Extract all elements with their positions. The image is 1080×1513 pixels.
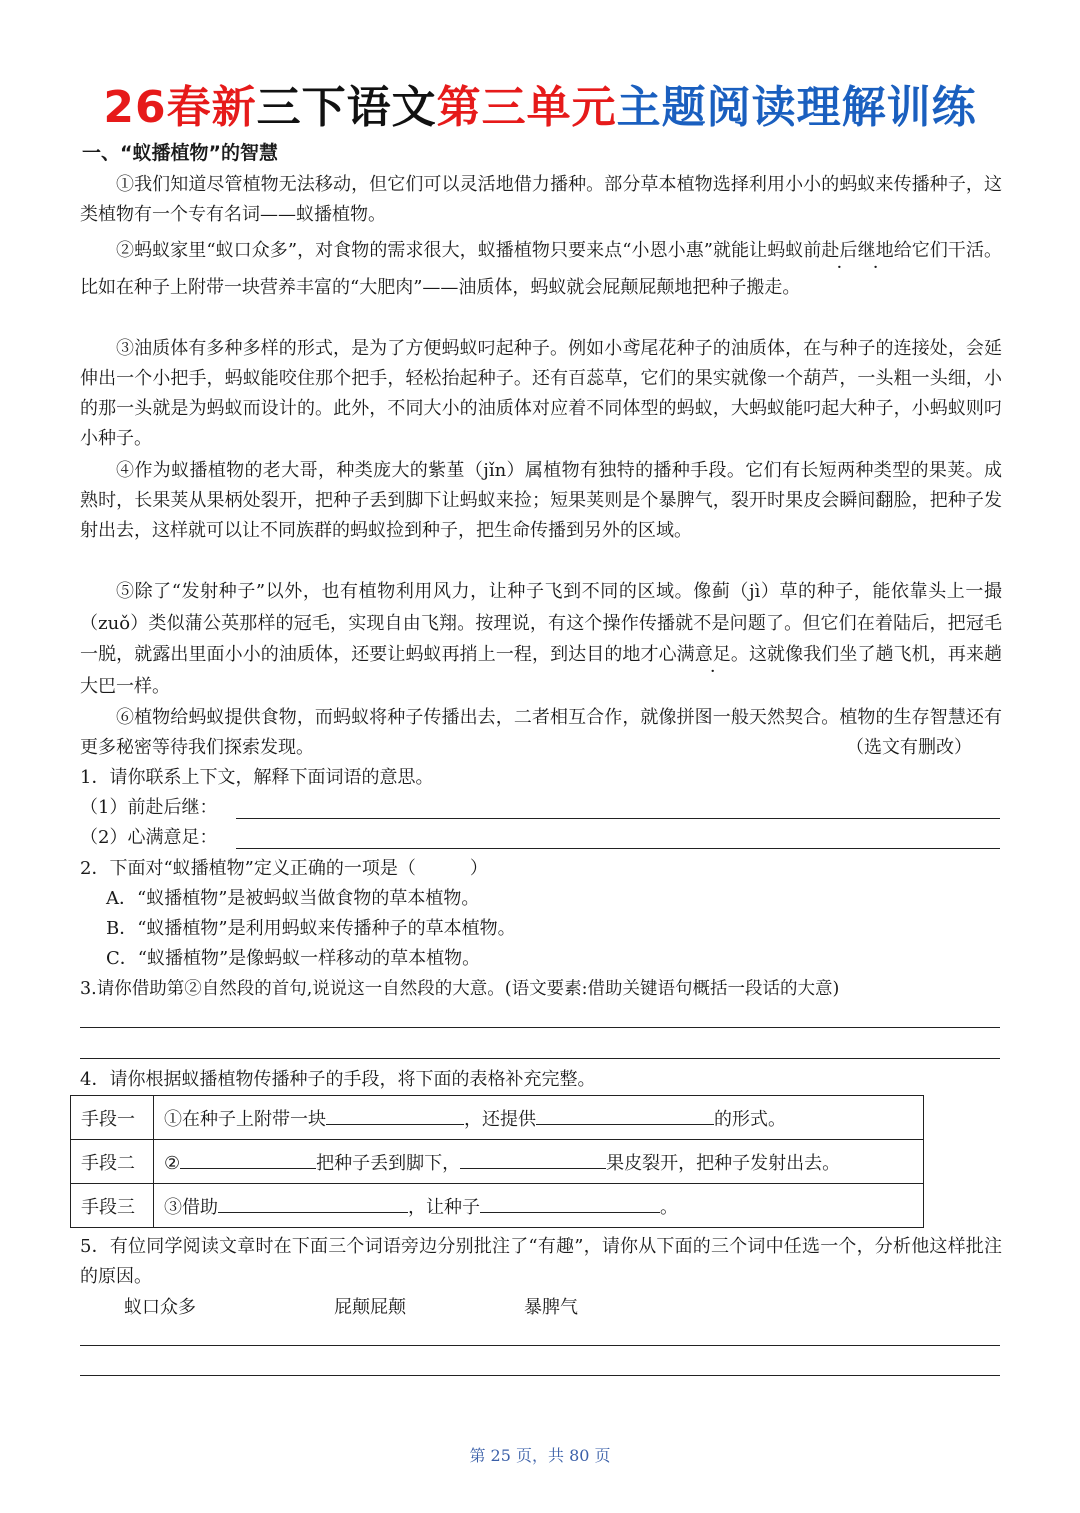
dotted-word-xinmanyizu: 心满意足 — [658, 644, 731, 665]
answer-line-3-1[interactable] — [80, 1027, 1000, 1028]
title-part-2: 三下语文 — [256, 82, 437, 133]
answer-line-1-2[interactable] — [236, 848, 1000, 849]
table-head-cell: 手段三 — [71, 1184, 154, 1228]
answer-line-5-2[interactable] — [80, 1375, 1000, 1376]
cell-text: 把种子丢到脚下， — [316, 1152, 461, 1174]
means-table — [70, 1095, 924, 1228]
answer-line-5-1[interactable] — [80, 1345, 1000, 1346]
dotted-word-qianfu: 前赴 — [803, 240, 840, 261]
fill-blank[interactable] — [180, 1150, 316, 1169]
question-5: 5．有位同学阅读文章时在下面三个词语旁边分别批注了“有趣”，请你从下面的三个词中任选一个，分析他这样批注的原因。 — [80, 1236, 1002, 1287]
cell-text: 的形式。 — [714, 1108, 786, 1130]
paragraph-2 — [80, 232, 1002, 306]
fill-blank[interactable] — [218, 1194, 408, 1213]
option-c[interactable]: C．“蚁播植物”是像蚂蚁一样移动的草本植物。 — [106, 948, 481, 969]
table-row — [71, 1096, 924, 1140]
fill-blank[interactable] — [536, 1106, 714, 1125]
paragraph-1: ①我们知道尽管植物无法移动，但它们可以灵活地借力播种。部分草本植物选择利用小小的蚂蚁来传播种子，这类植物有一个专有名词——蚁播植物。 — [80, 174, 1002, 225]
question-1: 1．请你联系上下文，解释下面词语的意思。 — [80, 767, 434, 788]
table-row — [71, 1140, 924, 1184]
table-head-cell: 手段一 — [71, 1096, 154, 1140]
option-a[interactable]: A．“蚁播植物”是被蚂蚁当做食物的草本植物。 — [106, 888, 480, 909]
source-note: （选文有删改） — [846, 737, 972, 758]
cell-text: ①在种子上附带一块 — [164, 1108, 326, 1130]
option-word-1[interactable]: 蚁口众多 — [124, 1297, 196, 1318]
fill-blank[interactable] — [480, 1194, 660, 1213]
question-1-item-1: （1）前赴后继： — [80, 797, 218, 818]
cell-text: ，让种子 — [408, 1196, 480, 1218]
table-cell — [154, 1096, 924, 1140]
option-word-3[interactable]: 暴脾气 — [524, 1297, 578, 1318]
paragraph-6: ⑥植物给蚂蚁提供食物，而蚂蚁将种子传播出去，二者相互合作，就像拼图一般天然契合。植物的生存智慧还有更多秘密等待我们探索发现。 — [80, 707, 1002, 758]
question-2: 2．下面对“蚁播植物”定义正确的一项是（ ） — [80, 858, 488, 879]
cell-text: 果皮裂开，把种子发射出去。 — [606, 1152, 841, 1174]
fill-blank[interactable] — [326, 1106, 464, 1125]
cell-text: ，还提供 — [464, 1108, 536, 1130]
option-word-2[interactable]: 屁颠屁颠 — [334, 1297, 406, 1318]
paragraph-3: ③油质体有多种多样的形式，是为了方便蚂蚁叼起种子。例如小鸢尾花种子的油质体，在与种子的连接处，会延伸出一个小把手，蚂蚁能咬住那个把手，轻松抬起种子。还有百蕊草，它们的果实就像一个葫芦，一头粗一头细，小的那一头就是为蚂蚁而设计的。此外，不同大小的油质体对应着不同体型的蚂蚁，大蚂蚁能叼起大种子，小蚂蚁则叼小种子。 — [80, 338, 1002, 449]
paragraph-4: ④作为蚁播植物的老大哥，种类庞大的紫堇（jǐn）属植物有独特的播种手段。它们有长短两种类型的果荚。成熟时，长果荚从果柄处裂开，把种子丢到脚下让蚂蚁来捡；短果荚则是个暴脾气，裂开时果皮会瞬间翻脸，把种子发射出去，这样就可以让不同族群的蚂蚁捡到种子，把生命传播到另外的区域。 — [80, 460, 1002, 541]
paragraph-2-text-b: 地给它们干活。比如在种子上附带一块营养丰富的“大肥肉”——油质体，蚂蚁就会屁颠屁颠地把种子搬走。 — [80, 240, 1003, 298]
cell-text: ③借助 — [164, 1196, 218, 1218]
paragraph-5 — [80, 576, 1002, 702]
title-part-1: 26春新 — [103, 82, 257, 133]
table-head-cell: 手段二 — [71, 1140, 154, 1184]
paragraph-2-text-a: ②蚂蚁家里“蚁口众多”，对食物的需求很大，蚁播植物只要来点“小恩小惠”就能让蚂蚁 — [116, 240, 804, 261]
cell-text: ② — [164, 1152, 181, 1174]
title-part-4: 主题阅读理解训练 — [616, 82, 977, 133]
dotted-word-houji: 后继 — [839, 240, 876, 261]
paragraph-5-text-b: 。这就像我们坐了趟飞机，再来趟大巴一样。 — [80, 644, 1003, 697]
question-4: 4．请你根据蚁播植物传播种子的手段，将下面的表格补充完整。 — [80, 1069, 596, 1090]
answer-line-1-1[interactable] — [236, 818, 1000, 819]
cell-text: 。 — [660, 1196, 678, 1218]
paragraph-5-text-a: ⑤除了“发射种子”以外，也有植物利用风力，让种子飞到不同的区域。像蓟（jì）草的种子，能依靠头上一撮（zuǒ）类似蒲公英那样的冠毛，实现自由飞翔。按理说，有这个操作传播就不是问题了。但它们在着陆后，把冠毛一脱，就露出里面小小的油质体，还要让蚂蚁再捎上一程，到达目的地才 — [80, 581, 1002, 665]
section-title: 一、“蚁播植物”的智慧 — [82, 142, 278, 164]
fill-blank[interactable] — [460, 1150, 606, 1169]
title-part-3: 第三单元 — [436, 82, 617, 133]
page-number: 第 25 页，共 80 页 — [469, 1446, 611, 1465]
question-3: 3.请你借助第②自然段的首句,说说这一自然段的大意。(语文要素:借助关键语句概括一段话的大意) — [80, 979, 840, 999]
table-cell — [154, 1140, 924, 1184]
page-title — [0, 78, 1080, 138]
answer-line-3-2[interactable] — [80, 1058, 1000, 1059]
question-1-item-2: （2）心满意足： — [80, 827, 218, 848]
table-row — [71, 1184, 924, 1228]
table-cell — [154, 1184, 924, 1228]
option-b[interactable]: B．“蚁播植物”是利用蚂蚁来传播种子的草本植物。 — [106, 918, 516, 939]
